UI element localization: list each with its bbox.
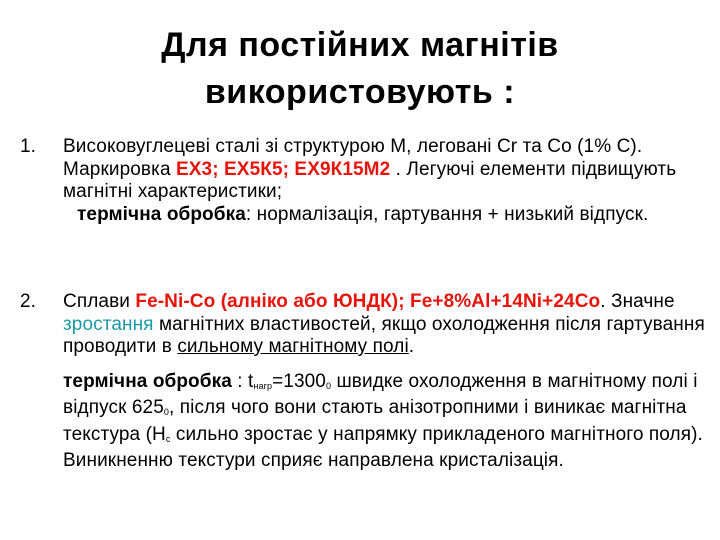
list-item-2-body <box>63 291 705 473</box>
heat-treatment-text-1: : нормалізація, гартування + низький відпуск. <box>245 203 649 225</box>
title-line-2: використовують : <box>204 73 516 111</box>
list-item-1 <box>20 136 705 226</box>
item-2-heat-treatment <box>63 371 705 473</box>
heat-c: швидке охолодження в магнітному полі і відпуск 625 <box>63 370 698 418</box>
item-2-text-c: магнітних властивостей, якщо охолодження після гартування проводити в <box>63 313 705 357</box>
heat-treatment-label-1: термічна обробка <box>77 203 246 225</box>
magnetic-field-underlined: сильному магнітному полі <box>177 336 409 357</box>
item-1-heat-treatment <box>63 204 705 227</box>
heat-d: , після чого вони стають анізотропними і виникає магнітна текстура (Н <box>63 397 687 445</box>
growth-highlight: зростання <box>63 313 154 335</box>
item-2-text-b: . Значне <box>600 291 675 312</box>
item-1-text-a: Високовуглецеві сталі зі структурою М, леговані Cr та Co (1% С). Маркировка <box>63 136 643 180</box>
item-2-paragraph <box>63 291 705 359</box>
heat-sub-1: нагр <box>253 380 273 391</box>
heat-b: =1300 <box>272 370 326 392</box>
heat-sub-4: с <box>165 433 171 444</box>
slide-title <box>40 22 680 116</box>
heat-treatment-label-2: термічна обробка <box>63 370 232 392</box>
list-number-1: 1. <box>20 136 37 157</box>
heat-a: : t <box>231 370 254 392</box>
alloy-names: Fe-Ni-Co (алніко або ЮНДК); Fe+8%Al+14Ni+24Co <box>135 291 601 312</box>
list-item-2 <box>20 291 705 473</box>
item-2-text-a: Сплави <box>63 291 136 312</box>
title-line-1: Для постійних магнітів <box>161 26 559 64</box>
item-1-paragraph <box>63 136 705 204</box>
list-number-2: 2. <box>20 291 37 312</box>
list-item-1-body <box>63 136 705 226</box>
steel-marks: ЕХ3; ЕХ5К5; ЕХ9К15М2 <box>176 158 391 180</box>
item-1-text-b: . Легуючі елементи підвищують магнітні характеристики; <box>63 158 677 202</box>
item-2-spacer <box>63 359 705 371</box>
heat-sub-3: 0 <box>163 407 169 417</box>
heat-e: сильно зростає у напрямку прикладеного магнітного поля). Виникненню текстури сприяє направлена кристалізація. <box>63 423 703 471</box>
heat-sub-2: 0 <box>325 380 332 391</box>
item-2-text-d: . <box>408 336 415 357</box>
